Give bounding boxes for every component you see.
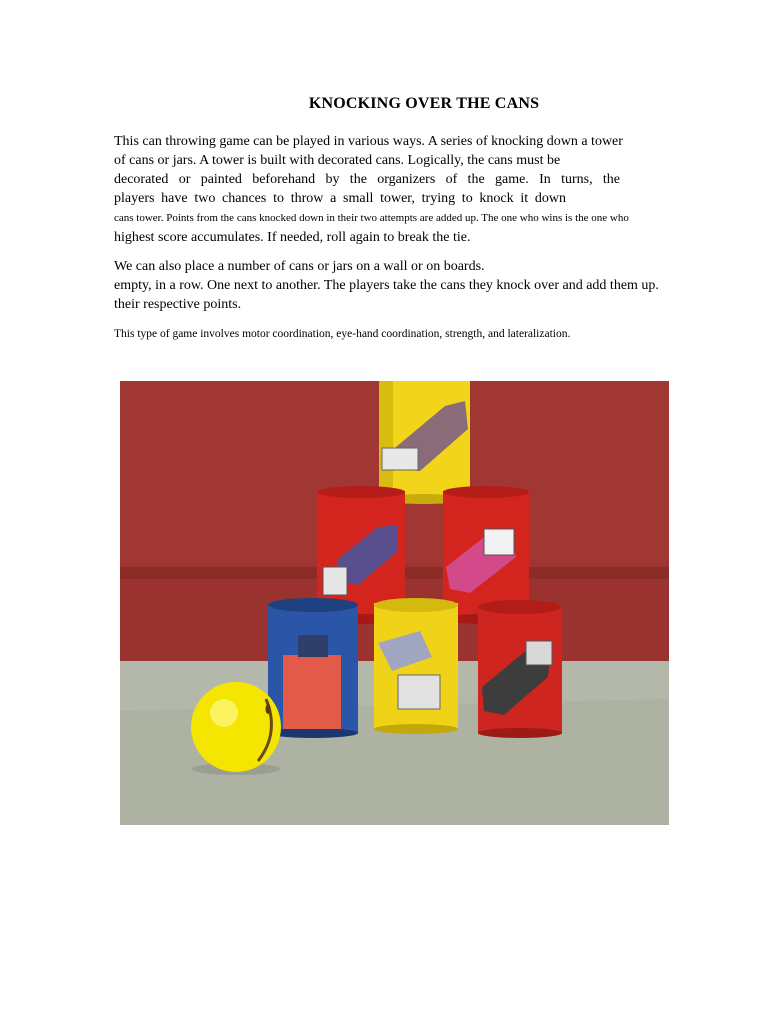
- paragraph-3-line-1: This type of game involves motor coordination, eye-hand coordination, strength, and lateralization.: [114, 328, 571, 340]
- paragraph-2-line-2: empty, in a row. One next to another. The players take the cans they knock over and add them up.: [114, 278, 659, 293]
- can-bottom-left-blue: [268, 598, 358, 738]
- paragraph-1-line-3: decorated or painted beforehand by the organizers of the game. In turns, the: [114, 172, 620, 187]
- can-bottom-middle-yellow: [374, 598, 458, 734]
- paragraph-1-line-6: highest score accumulates. If needed, roll again to break the tie.: [114, 230, 471, 245]
- can-top-yellow: [379, 381, 470, 504]
- paragraph-1-line-4: players have two chances to throw a small tower, trying to knock it down: [114, 191, 566, 206]
- page-title: KNOCKING OVER THE CANS: [308, 95, 540, 112]
- paragraph-1-line-5: cans tower. Points from the cans knocked down in their two attempts are added up. The one who wins is the one who: [114, 212, 629, 224]
- paragraph-1-line-1: This can throwing game can be played in various ways. A series of knocking down a tower: [114, 134, 623, 149]
- paragraph-1-line-2: of cans or jars. A tower is built with decorated cans. Logically, the cans must be: [114, 153, 561, 168]
- paragraph-2-line-1: We can also place a number of cans or jars on a wall or on boards.: [114, 259, 485, 274]
- can-tower-photo: [120, 381, 669, 825]
- can-bottom-right-red: [478, 600, 562, 738]
- paragraph-2-line-3: their respective points.: [114, 297, 242, 312]
